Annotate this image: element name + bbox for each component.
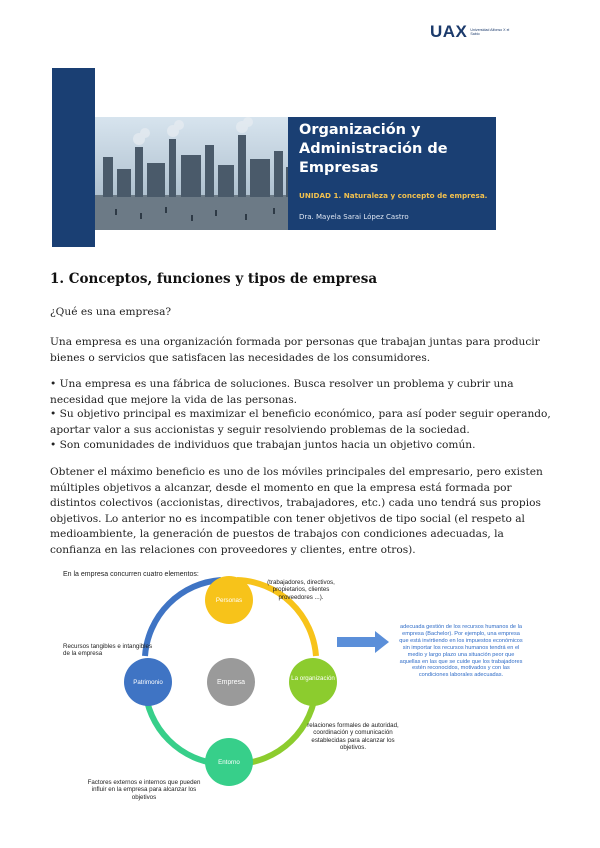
objectives-paragraph: Obtener el máximo beneficio es uno de los móviles principales del empresario, pero existen múltiples objetivos a alcanzar, desde el momento en que la empresa está formada por distintos colectivos (accionistas, directivos, trabajadores, etc.) cada uno tendrá sus propios objetivos. Lo anterior no es incompatible con tener objetivos de tipo social (el respeto al medioambiente, la generación de puestos de trabajos con condiciones adecuadas, la confianza en las relaciones con proveedores y clientes, entre otros).	[50, 466, 543, 556]
node-entorno-label: Entorno	[218, 759, 240, 766]
unit-label: UNIDAD 1. Naturaleza y concepto de empresa.	[299, 191, 488, 200]
logo-text: UAX	[430, 22, 468, 41]
banner-side-bar	[52, 68, 95, 247]
side-note: adecuada gestión de los recursos humanos de la empresa (Bachelor). Por ejemplo, una empresa que está invirtiendo en los impuestos económicos sin importar los recursos humanos tendrá en el medio y largo plazo una situación peor que aquellas en las que se cuide que los trabajadores estén reconocidos, motivados y con las condiciones laborales adecuadas.	[399, 624, 523, 679]
annotation-personas: (trabajadores, directivos, propietarios, clientes proveedores ...).	[267, 579, 335, 601]
bullet-item: • Son comunidades de individuos que trabajan juntos hacia un objetivo común.	[50, 439, 476, 451]
annotation-organizacion: relaciones formales de autoridad, coordinación y comunicación establecidas para alcanzar los objetivos.	[307, 722, 399, 752]
node-personas-label: Personas	[215, 597, 243, 604]
annotation-entorno: Factores externos e internos que pueden influir en la empresa para alcanzar los objetivos	[87, 779, 201, 801]
company-elements-diagram	[55, 565, 525, 805]
node-organizacion-label: La organización	[291, 675, 335, 682]
bullet-item: • Una empresa es una fábrica de soluciones. Busca resolver un problema y cubrir una necesidad que mejore la vida de las personas.	[50, 378, 514, 406]
arrow-right	[337, 631, 389, 653]
annotation-patrimonio: Recursos tangibles e intangibles de la empresa	[63, 643, 153, 658]
center-empresa-label: Empresa	[216, 679, 245, 686]
diagram-title: En la empresa concurren cuatro elementos:	[63, 571, 199, 578]
section-heading: 1. Conceptos, funciones y tipos de empresa	[50, 271, 378, 287]
author-name: Dra. Mayela Sarai López Castro	[299, 213, 409, 221]
bullet-item: • Su objetivo principal es maximizar el beneficio económico, para así poder seguir operando, aportar valor a sus accionistas y seguir resolviendo problemas de la sociedad.	[50, 408, 551, 436]
uax-logo	[430, 22, 510, 42]
node-patrimonio-label: Patrimonio	[133, 679, 163, 686]
question-text: ¿Qué es una empresa?	[50, 306, 172, 318]
definition-paragraph: Una empresa es una organización formada por personas que trabajan juntas para producir bienes o servicios que satisfacen las necesidades de los consumidores.	[50, 336, 540, 364]
logo-subtitle: Universidad Alfonso X el Sabio	[470, 27, 510, 36]
course-title: Organización y Administración de Empresas	[299, 122, 448, 176]
industrial-city-image	[95, 117, 298, 230]
